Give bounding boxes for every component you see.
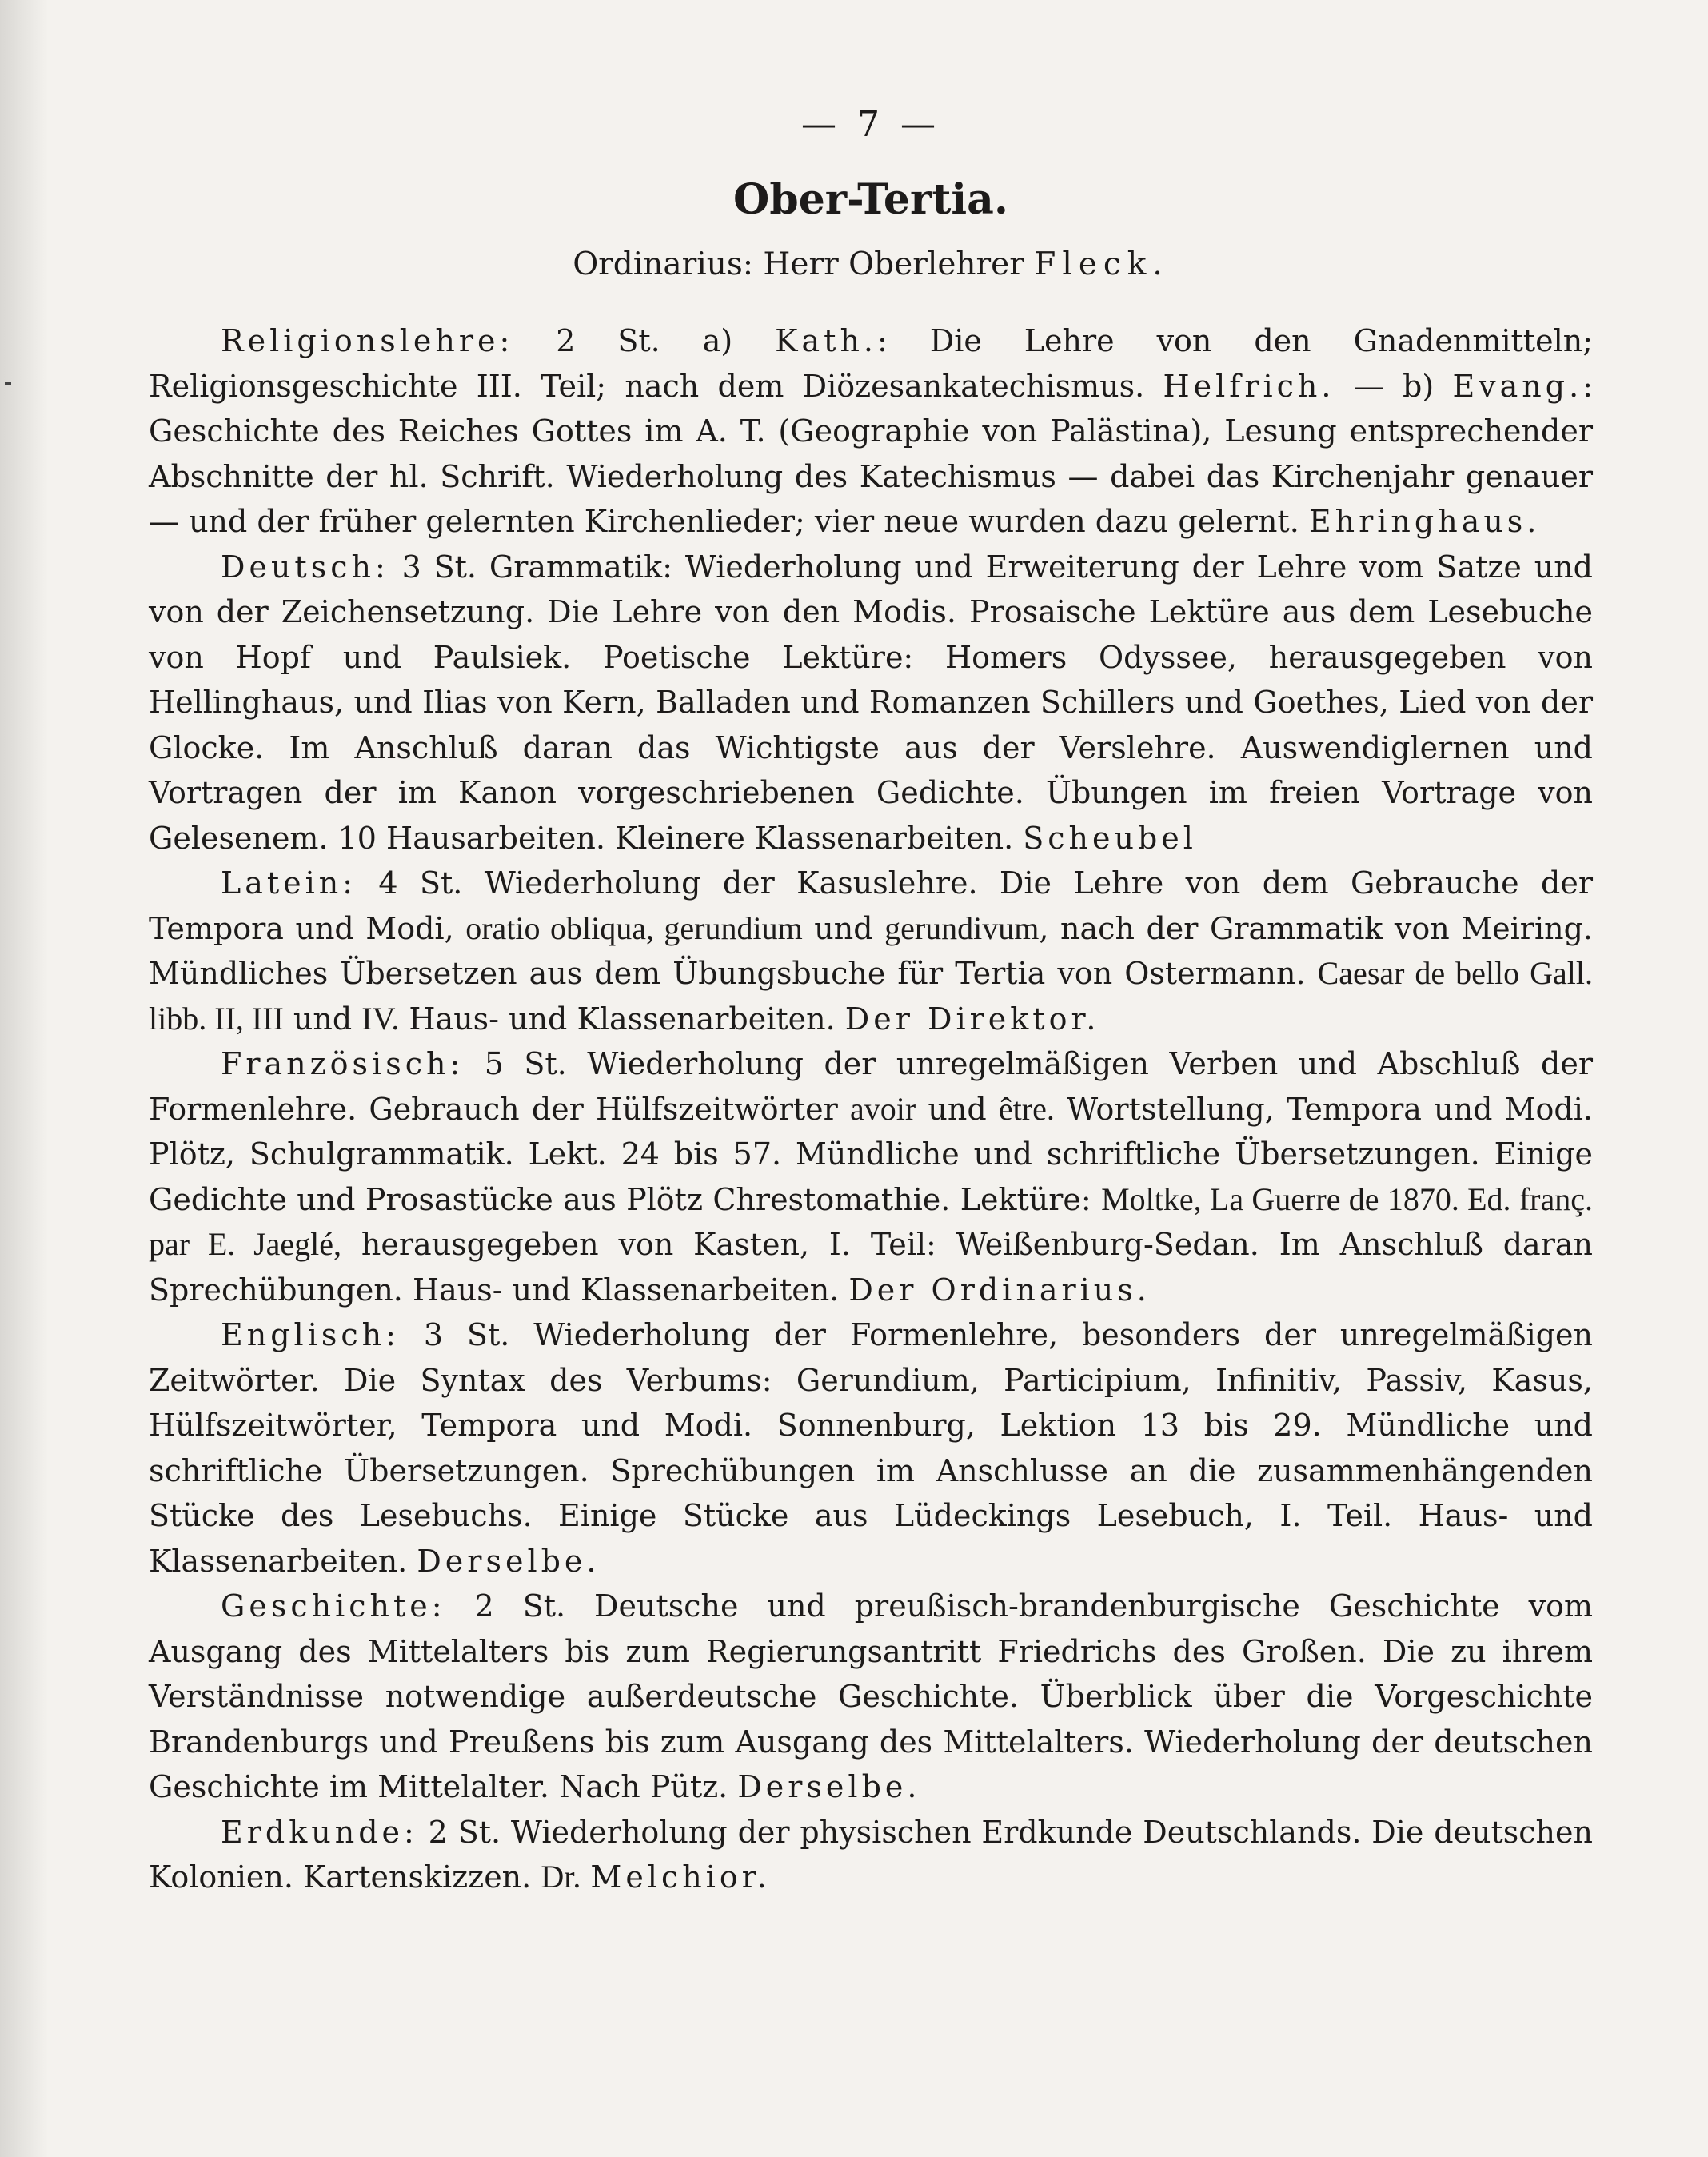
paragraph-text: 3 St. Wiederholung der Formenlehre, besonders der unregelmäßigen Zeitwörter. Die Syntax des Verbums: Gerundium, Participium, Infinitiv, Passiv, Kasus, Hülfszeitwörter, Tempora und Modi. Sonnenburg, Lektion 13 bis 29. Mündliche und schriftliche Übersetzungen. Sprechübungen im Anschlusse an die zusammenhängenden Stücke des Lesebuchs. Einige Stücke aus Lüdeckings Lesebuch, I. Teil. Haus- und Klassenarbeiten.	[149, 1317, 1593, 1579]
subject-heading: Englisch:	[221, 1317, 400, 1352]
paragraph-text: und	[283, 1001, 362, 1037]
page-title: Ober-Tertia.	[733, 175, 1008, 224]
teacher-name: Scheubel	[1023, 820, 1197, 856]
paragraph-englisch	[149, 1312, 1593, 1584]
teacher-name: Helfrich.	[1163, 368, 1335, 404]
teacher-title: Dr.	[541, 1859, 581, 1895]
latin-term: gerundivum	[884, 909, 1040, 946]
subject-heading: Geschichte:	[221, 1588, 446, 1624]
french-term: être.	[998, 1090, 1055, 1127]
teacher-name: Der Ordinarius.	[848, 1272, 1151, 1308]
page-number: — 7 —	[801, 104, 940, 145]
paragraph-text: Haus- und Klassenarbeiten.	[399, 1001, 845, 1037]
paragraph-text: 3 St. Grammatik: Wiederholung und Erweiterung der Lehre vom Satze und von der Zeichensetzung. Die Lehre von den Modis. Prosaische Lektüre aus dem Lesebuche von Hopf und Paulsiek. Poetische Lektüre: Homers Odyssee, herausgegeben von Hellinghaus, und Ilias von Kern, Balladen und Romanzen Schillers und Goethes, Lied von der Glocke. Im Anschluß daran das Wichtigste aus der Verslehre. Auswendiglernen und Vortragen der im Kanon vorgeschriebenen Gedichte. Übungen im freien Vortrage von Gelesenem. 10 Hausarbeiten. Kleinere Klassenarbeiten.	[149, 549, 1593, 856]
subject-heading: Erdkunde:	[221, 1814, 418, 1850]
french-term: avoir	[850, 1090, 916, 1127]
paragraph-latein	[149, 861, 1593, 1041]
ordinarius-label: Ordinarius:	[573, 246, 753, 282]
paragraph-text: : Geschichte des Reiches Gottes im A. T. (Geographie von Palästina), Lesung entsprechender Abschnitte der hl. Schrift. Wiederholung des Katechismus — dabei das Kirchenjahr genauer — und der früher gelernten Kirchenlieder; vier neue wurden dazu gelernt.	[149, 368, 1593, 539]
paragraph-text: und	[916, 1091, 999, 1127]
latin-term: oratio obliqua, gerundium	[465, 909, 803, 946]
paragraph-text: , nach der Grammatik von Meiring. Mündliches Übersetzen aus dem Übungsbuche für Tertia von Ostermann.	[149, 910, 1593, 991]
paragraph-text: Wortstellung, Tempora und Modi. Plötz, Schulgrammatik. Lekt. 24 bis 57. Mündliche und schriftliche Übersetzungen. Einige Gedichte und Prosastücke aus Plötz Chrestomathie. Lektüre:	[149, 1091, 1593, 1217]
ordinarius-line	[149, 237, 1593, 310]
subject-heading: Religionslehre:	[221, 323, 514, 358]
paragraph-geschichte	[149, 1584, 1593, 1810]
paragraph-text: — b)	[1335, 368, 1453, 404]
subject-heading: Französisch:	[221, 1046, 465, 1081]
paragraph-erdkunde	[149, 1810, 1593, 1900]
teacher-name: Derselbe.	[737, 1769, 921, 1804]
paragraph-text: 2 St. a)	[513, 323, 776, 358]
paragraph-text: und	[802, 910, 885, 946]
kath-label: Kath.	[775, 323, 877, 358]
margin-mark	[5, 382, 11, 385]
scan-shadow	[0, 0, 48, 2157]
ordinarius-text: Herr Oberlehrer	[763, 246, 1024, 282]
subject-heading: Latein:	[221, 865, 357, 901]
latin-term: IV.	[361, 1000, 400, 1037]
paragraph-text: 2 St. Wiederholung der physischen Erdkunde Deutschlands. Die deutschen Kolonien. Kartenskizzen.	[149, 1814, 1593, 1895]
body-text	[149, 318, 1593, 1900]
paragraph-text: 4 St. Wiederholung der Kasuslehre. Die Lehre von dem Gebrauche der Tempora und Modi,	[149, 865, 1593, 946]
subject-heading: Deutsch:	[221, 549, 389, 585]
evang-label: Evang.	[1452, 368, 1583, 404]
paragraph-text: herausgegeben von Kasten, I. Teil: Weißenburg-Sedan. Im Anschluß daran Sprechübungen. Haus- und Klassenarbeiten.	[149, 1227, 1593, 1308]
latin-term: Caesar de bello Gall. libb. II, III	[149, 955, 1594, 1037]
paragraph-text: 5 St. Wiederholung der unregelmäßigen Verben und Abschluß der Formenlehre. Gebrauch der Hülfszeitwörter	[149, 1046, 1593, 1127]
paragraph-religion	[149, 318, 1593, 545]
french-term: Moltke, La Guerre de 1870. Ed. franç. par E. Jaeglé,	[149, 1180, 1594, 1262]
paragraph-text: : Die Lehre von den Gnadenmitteln; Religionsgeschichte III. Teil; nach dem Diözesankatechismus.	[149, 323, 1593, 404]
paragraph-deutsch	[149, 545, 1593, 861]
teacher-name: Der Direktor.	[844, 1001, 1100, 1037]
document-page	[149, 104, 1593, 1900]
teacher-name: Melchior.	[590, 1859, 771, 1895]
teacher-name: Ehringhaus.	[1308, 504, 1541, 539]
paragraph-text: 2 St. Deutsche und preußisch-brandenburgische Geschichte vom Ausgang des Mittelalters bis zum Regierungsantritt Friedrichs des Großen. Die zu ihrem Verständnisse notwendige außerdeutsche Geschichte. Überblick über die Vorgeschichte Brandenburgs und Preußens bis zum Ausgang des Mittelalters. Wiederholung der deutschen Geschichte im Mittelalter. Nach Pütz.	[149, 1588, 1593, 1804]
paragraph-franzoesisch	[149, 1041, 1593, 1312]
ordinarius-name: Fleck.	[1034, 246, 1169, 282]
teacher-name: Derselbe.	[417, 1543, 601, 1579]
